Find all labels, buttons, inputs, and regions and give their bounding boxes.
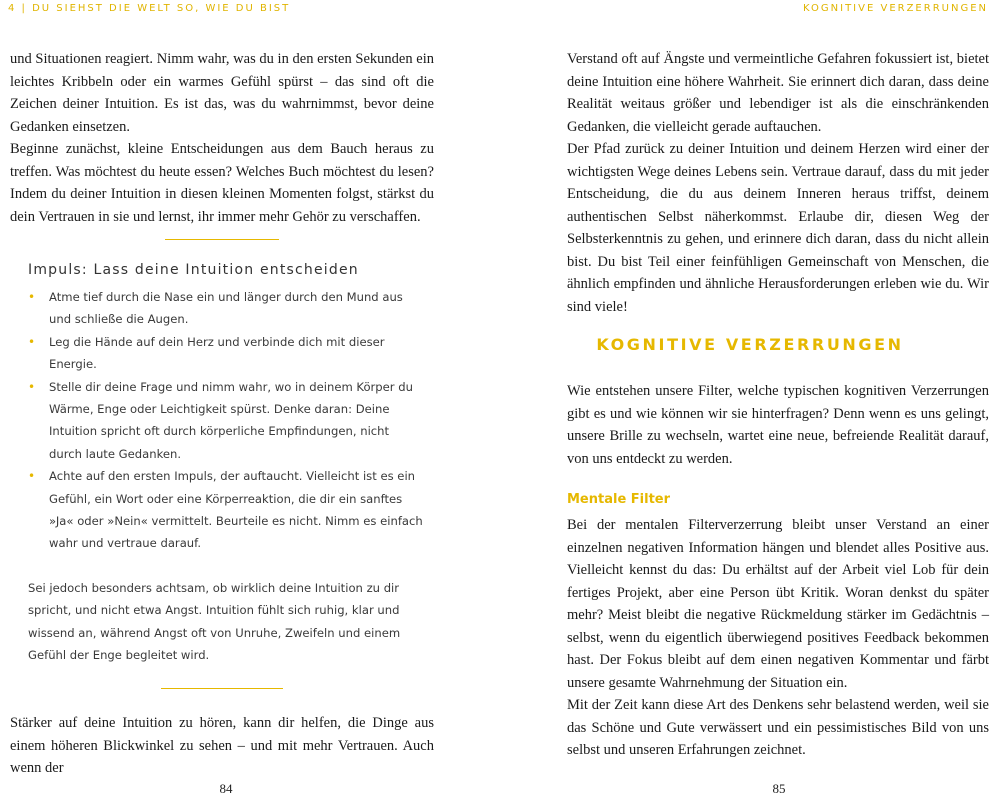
bullet-icon: • xyxy=(28,290,36,304)
paragraph: Wie entstehen unsere Filter, welche typischen kognitiven Verzerrungen gibt es und wie können wir sie hinterfragen? Denn wenn es uns gelingt, unsere Brille zu wechseln, wartet eine neue, befreiende Realität darauf, von uns entdeckt zu werden. xyxy=(567,383,989,467)
list-item-text: Atme tief durch die Nase ein und länger durch den Mund aus und schließe die Augen. xyxy=(49,290,403,327)
right-intro-text xyxy=(567,48,989,318)
list-item-text: Leg die Hände auf dein Herz und verbinde dich mit dieser Energie. xyxy=(49,334,385,372)
divider-bottom xyxy=(161,688,283,689)
paragraph: und Situationen reagiert. Nimm wahr, was du in den ersten Sekunden ein leichtes Kribbeln oder ein warmes Gefühl spürst – das sind oft die Zeichen deiner Intuition. Es ist das, was du wahrnimmst, bevor deine Gedanken einsetzen. xyxy=(10,51,434,135)
paragraph: Verstand oft auf Ängste und vermeintliche Gefahren fokussiert ist, bietet deine Intuition eine höhere Wahrheit. Sie erinnert dich daran, dass deine Realität weitaus größer und lebendiger ist als die einschränkenden Gedanken, die vielleicht gerade auftauchen. xyxy=(567,51,989,135)
subheading-mental-filter: Mentale Filter xyxy=(567,492,671,507)
bullet-icon: • xyxy=(28,379,36,394)
paragraph: Mit der Zeit kann diese Art des Denkens sehr belastend werden, weil sie das Schöne und Gute verwässert und ein pessimistisches Bild von uns selbst und unseren Erfahrungen zeichnet. xyxy=(567,697,989,758)
right-page xyxy=(500,0,1000,800)
paragraph: Der Pfad zurück zu deiner Intuition und deinem Herzen wird einer der wichtigsten Wege deines Lebens sein. Vertraue darauf, dass du mit jeder Entscheidung, die du aus deinem Inneren heraus triffst, deinem authentischen Selbst näherkommst. Erlaube dir, diesen Weg der Selbsterkenntnis zu gehen, und erinnere dich daran, dass du nicht allein bist. Du bist Teil einer feinfühligen Gemeinschaft von Menschen, die ähnlich empfinden und ähnliche Herausforderungen erleben wie du. Wir sind viele! xyxy=(567,141,989,315)
section-heading: KOGNITIVE VERZERRUNGEN xyxy=(596,335,904,354)
section-intro-text xyxy=(567,380,989,470)
mental-filter-text xyxy=(567,514,989,762)
paragraph: Bei der mentalen Filterverzerrung bleibt unser Verstand an einer einzelnen negativen Information hängen und blendet alles Positive aus. Vielleicht kennst du das: Du erhältst auf der Arbeit viel Lob für dein fertiges Projekt, aber eine Person übt Kritik. Woran denkst du später mehr? Meist bleibt die negative Rückmeldung stärker im Gedächtnis – selbst, wenn du eigentlich überwiegend positives Feedback bekommen hast. Der Fokus bleibt auf dem einen negativen Kommentar und färbt unsere gesamte Wahrnehmung der Situation ein. xyxy=(567,517,989,691)
impulse-list xyxy=(28,286,423,555)
impulse-title: Impuls: Lass deine Intuition entscheiden xyxy=(28,262,359,278)
list-item-text: Stelle dir deine Frage und nimm wahr, wo in deinem Körper du Wärme, Enge oder Leichtigkeit spürst. Denke daran: Deine Intuition spricht oft durch körperliche Empfindungen, nicht durch laute Gedanken. xyxy=(49,379,413,461)
impulse-box xyxy=(28,262,423,678)
paragraph: Beginne zunächst, kleine Entscheidungen aus dem Bauch heraus zu treffen. Was möchtest du heute essen? Welches Buch möchtest du lesen? Indem du deiner Intuition in diesen kleinen Momenten folgst, stärkst du dein Vertrauen in sie und lernst, ihr immer mehr Gehör zu verschaffen. xyxy=(10,141,434,225)
bullet-icon: • xyxy=(28,334,36,349)
running-head-left: 4 | DU SIEHST DIE WELT SO, WIE DU BIST xyxy=(8,3,291,14)
divider-top xyxy=(165,239,279,240)
bullet-icon: • xyxy=(28,469,36,484)
impulse-note: Sei jedoch besonders achtsam, ob wirklich deine Intuition zu dir spricht, und nicht etwa Angst. Intuition fühlt sich ruhig, klar und wissend an, während Angst oft von Unruhe, Zweifeln und einem Gefühl der Enge begleitet wird. xyxy=(28,580,401,663)
list-item xyxy=(28,376,423,466)
page-number-right: 85 xyxy=(772,781,786,796)
list-item xyxy=(28,331,423,376)
list-item-text: Achte auf den ersten Impuls, der auftaucht. Vielleicht ist es ein Gefühl, ein Wort oder eine Körperreaktion, die dir ein sanftes »Ja« oder »Nein« vermittelt. Beurteile es nicht. Nimm es einfach wahr und vertraue darauf. xyxy=(49,469,423,551)
paragraph: Stärker auf deine Intuition zu hören, kann dir helfen, die Dinge aus einem höheren Blickwinkel zu sehen – und mit mehr Vertrauen. Auch wenn der xyxy=(10,715,434,776)
left-closing-text xyxy=(10,712,434,780)
list-item xyxy=(28,286,423,331)
running-head-right: KOGNITIVE VERZERRUNGEN xyxy=(803,3,988,14)
page-number-left: 84 xyxy=(219,781,233,796)
left-intro-text xyxy=(10,48,434,228)
list-item xyxy=(28,465,423,555)
